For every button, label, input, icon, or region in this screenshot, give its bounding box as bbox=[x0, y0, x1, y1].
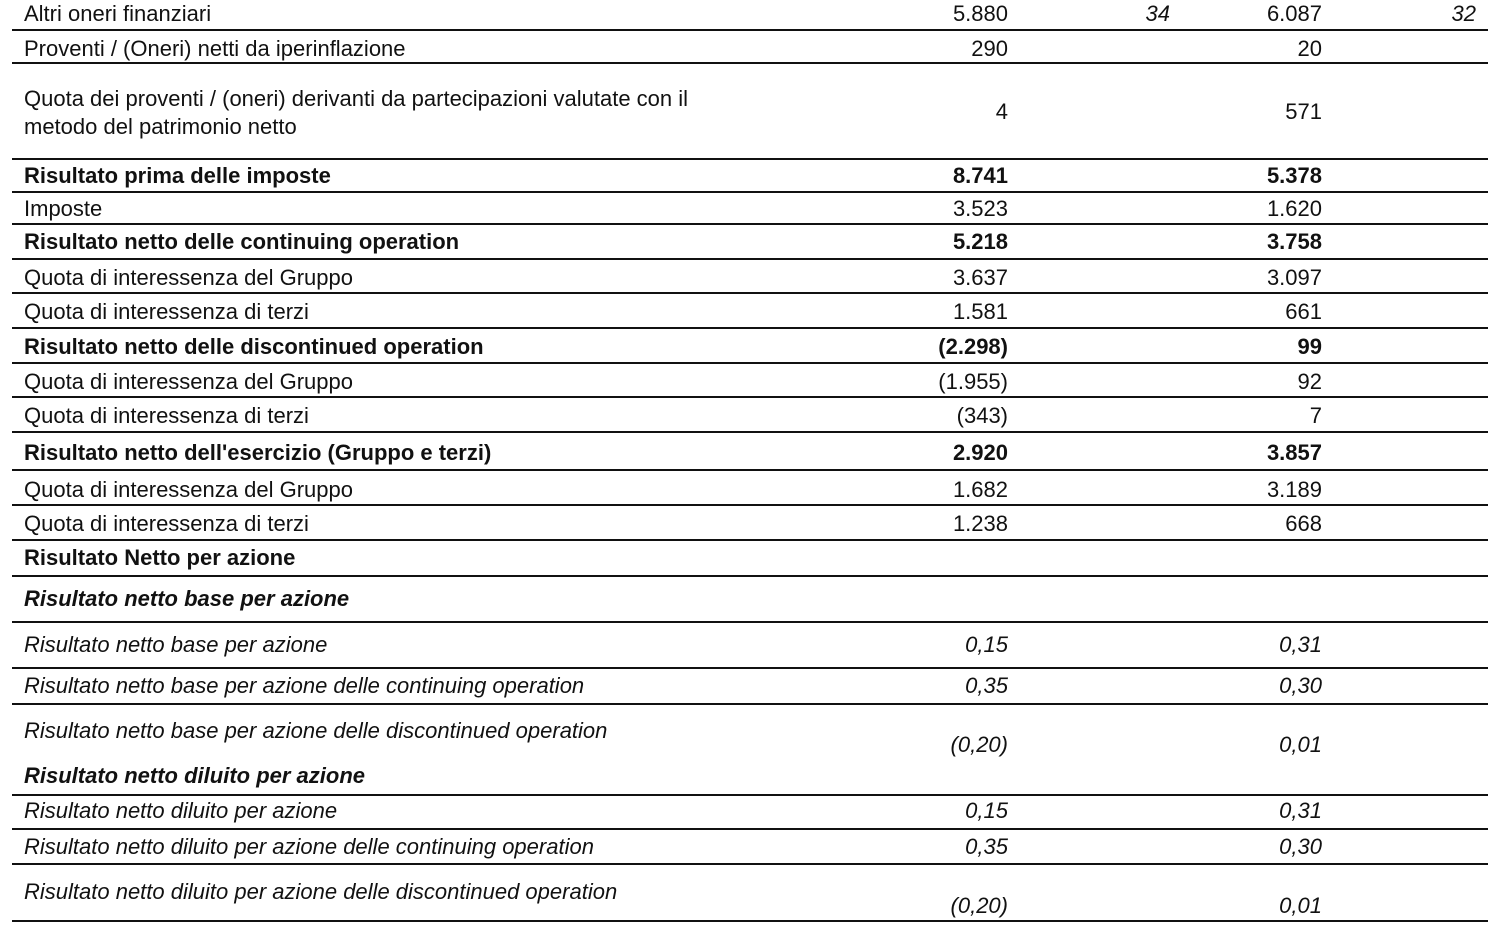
value-col-1: 3.523 bbox=[952, 196, 1008, 221]
value-col-1: (0,20) bbox=[950, 893, 1008, 918]
table-row bbox=[0, 796, 1500, 830]
value-col-1: 0,35 bbox=[965, 673, 1008, 698]
value-col-1: 0,15 bbox=[965, 632, 1008, 657]
value-col-2: 571 bbox=[1285, 99, 1322, 124]
value-col-1: 0,35 bbox=[965, 834, 1008, 859]
value-col-1: 2.920 bbox=[952, 440, 1008, 465]
row-label: Risultato Netto per azione bbox=[24, 545, 296, 570]
table-row bbox=[0, 225, 1500, 260]
row-label: Altri oneri finanziari bbox=[24, 1, 212, 26]
value-col-2: 3.189 bbox=[1266, 477, 1322, 502]
row-label: Quota di interessenza di terzi bbox=[24, 299, 309, 324]
value-col-1: 5.880 bbox=[952, 1, 1008, 26]
table-row bbox=[0, 0, 1500, 31]
value-col-1: 1.581 bbox=[952, 299, 1008, 324]
table-row bbox=[0, 329, 1500, 364]
row-label: Quota dei proventi / (oneri) derivanti da partecipazioni valutate con il metodo del patrimonio netto bbox=[24, 86, 689, 139]
value-col-1: (0,20) bbox=[950, 732, 1008, 757]
value-col-1: 1.682 bbox=[952, 477, 1008, 502]
row-label: Risultato netto diluito per azione bbox=[24, 798, 338, 823]
table-row bbox=[0, 541, 1500, 577]
row-label: Quota di interessenza del Gruppo bbox=[24, 369, 353, 394]
value-col-2: 3.097 bbox=[1266, 265, 1322, 290]
value-col-2: 0,01 bbox=[1279, 732, 1322, 757]
table-row bbox=[0, 830, 1500, 865]
row-label: Risultato netto dell'esercizio (Gruppo e terzi) bbox=[24, 440, 492, 465]
value-col-2: 0,31 bbox=[1279, 798, 1322, 823]
value-col-1: 1.238 bbox=[952, 511, 1008, 536]
value-col-2: 3.758 bbox=[1266, 229, 1322, 254]
table-row bbox=[0, 577, 1500, 623]
table-row bbox=[0, 31, 1500, 64]
row-label: Risultato netto diluito per azione bbox=[24, 763, 365, 788]
value-col-2: 99 bbox=[1297, 334, 1322, 359]
row-label: Risultato netto delle continuing operation bbox=[24, 229, 460, 254]
percent-col-1: 34 bbox=[1145, 1, 1170, 26]
value-col-2: 0,30 bbox=[1279, 834, 1322, 859]
value-col-1: (1.955) bbox=[938, 369, 1008, 394]
value-col-1: 3.637 bbox=[952, 265, 1008, 290]
value-col-1: (2.298) bbox=[938, 334, 1008, 359]
row-label: Risultato netto base per azione bbox=[24, 586, 350, 611]
value-col-2: 3.857 bbox=[1266, 440, 1322, 465]
row-label: Risultato netto diluito per azione delle continuing operation bbox=[24, 834, 594, 859]
value-col-2: 0,30 bbox=[1279, 673, 1322, 698]
row-label: Quota di interessenza di terzi bbox=[24, 403, 309, 428]
value-col-1: 4 bbox=[995, 99, 1008, 124]
table-row bbox=[0, 160, 1500, 193]
value-col-2: 6.087 bbox=[1266, 1, 1322, 26]
row-label: Quota di interessenza del Gruppo bbox=[24, 477, 353, 502]
value-col-2: 20 bbox=[1297, 36, 1322, 61]
row-label: Risultato netto diluito per azione delle discontinued operation bbox=[24, 879, 618, 904]
table-row bbox=[0, 705, 1500, 760]
value-col-2: 668 bbox=[1285, 511, 1322, 536]
value-col-2: 0,31 bbox=[1279, 632, 1322, 657]
value-col-2: 5.378 bbox=[1266, 163, 1322, 188]
value-col-1: 5.218 bbox=[952, 229, 1008, 254]
row-label: Risultato netto base per azione bbox=[24, 632, 328, 657]
row-label: Risultato prima delle imposte bbox=[24, 163, 331, 188]
row-label: Risultato netto delle discontinued operation bbox=[24, 334, 484, 359]
table-row bbox=[0, 506, 1500, 541]
table-row bbox=[0, 865, 1500, 922]
table-row bbox=[0, 669, 1500, 705]
table-row bbox=[0, 623, 1500, 669]
table-row bbox=[0, 364, 1500, 398]
table-row bbox=[0, 193, 1500, 225]
value-col-2: 7 bbox=[1309, 403, 1322, 428]
row-label: Proventi / (Oneri) netti da iperinflazione bbox=[24, 36, 406, 61]
value-col-2: 92 bbox=[1297, 369, 1322, 394]
value-col-2: 0,01 bbox=[1279, 893, 1322, 918]
table-row bbox=[0, 433, 1500, 471]
row-label: Risultato netto base per azione delle continuing operation bbox=[24, 673, 585, 698]
table-row bbox=[0, 64, 1500, 160]
row-label: Quota di interessenza di terzi bbox=[24, 511, 309, 536]
value-col-1: 0,15 bbox=[965, 798, 1008, 823]
table-row bbox=[0, 398, 1500, 433]
table-row bbox=[0, 760, 1500, 796]
percent-col-2: 32 bbox=[1451, 1, 1476, 26]
value-col-1: 8.741 bbox=[952, 163, 1008, 188]
row-label: Quota di interessenza del Gruppo bbox=[24, 265, 353, 290]
table-row bbox=[0, 471, 1500, 506]
value-col-1: (343) bbox=[956, 403, 1008, 428]
value-col-2: 1.620 bbox=[1266, 196, 1322, 221]
value-col-1: 290 bbox=[971, 36, 1008, 61]
value-col-2: 661 bbox=[1285, 299, 1322, 324]
table-row bbox=[0, 294, 1500, 329]
row-label: Risultato netto base per azione delle discontinued operation bbox=[24, 718, 608, 743]
table-row bbox=[0, 260, 1500, 294]
row-label: Imposte bbox=[24, 196, 103, 221]
